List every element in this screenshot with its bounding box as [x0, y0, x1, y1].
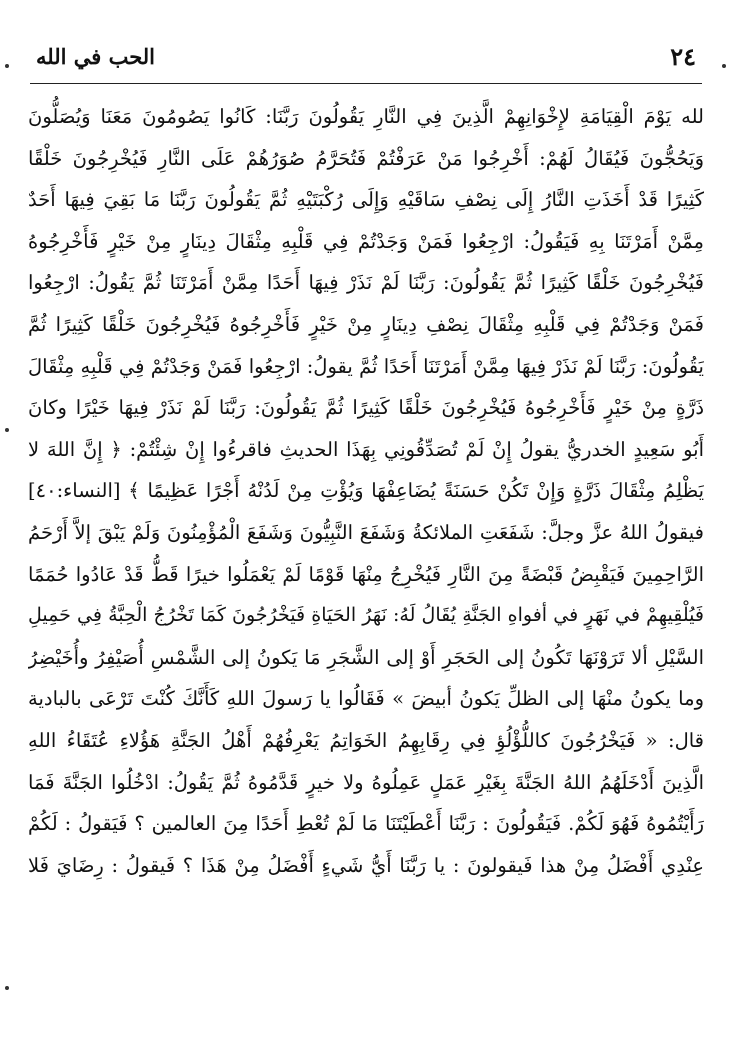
margin-mark [5, 64, 9, 68]
page-header [30, 40, 702, 80]
text-line: قال: « فَيَخْرُجُونَ كاللُّؤْلُؤِ فِي رِقَابِهِمُ الخَوَاتِمُ يَعْرِفُهُمْ أَهْلُ الجَنَّةِ هَؤُلاءِ عُتَقَاءُ اللهِ [28, 728, 704, 752]
text-line: أَبُو سَعِيدٍ الخدريُّ يقولُ إِنْ لَمْ تُصَدِّقُونِي بِهَذَا الحديثِ فاقرءُوا إِنْ شِئْتُمْ: ﴿ إِنَّ اللهَ لا [28, 437, 704, 461]
text-line: كَثِيرًا قَدْ أَخَذَتِ النَّارُ إِلَى نِصْفِ سَاقَيْهِ وَإِلَى رُكْبَتَيْهِ ثُمَّ يَقُولُونَ رَبَّنَا مَا بَقِيَ فِيهَا أَحَدٌ [28, 188, 704, 212]
text-line: مِمَّنْ أَمَرْتَنَا بِهِ فَيَقُولُ: ارْجِعُوا فَمَنْ وَجَدْتُمْ فِي قَلْبِهِ مِثْقَالَ دِينَارٍ مِنْ خَيْرٍ فَأَخْرِجُوهُ [28, 229, 704, 253]
header-rule [30, 83, 702, 84]
text-line: الرَّاحِمِينَ فَيَقْبِضُ قَبْضَةً مِنَ النَّارِ فَيُخْرِجُ مِنْهَا قَوْمًا لَمْ يَعْمَلُوا خيرًا قَطُّ قَدْ عَادُوا حُمَمًا [28, 562, 704, 586]
text-line: وما يكونُ منْهَا إلى الظلِّ يَكونُ أبيضَ » فَقَالُوا يا رَسولَ اللهِ كَأَنَّكَ كُنْتَ تَرْعَى بالبادية [28, 687, 704, 711]
text-line: وَيَحُجُّونَ فَيُقَالُ لَهُمْ: أَخْرِجُوا مَنْ عَرَفْتُمْ فَتُحَرَّمُ صُوَرُهُمْ عَلَى النَّارِ فَيُخْرِجُونَ خَلْقًا [28, 146, 704, 170]
text-line: فيقولُ اللهُ عزَّ وجلَّ: شَفَعَتِ الملائكةُ وَشَفَعَ النَّبِيُّونَ وَشَفَعَ الْمُؤْمِنُونَ وَلَمْ يَبْقَ إلاَّ أَرْحَمُ [28, 520, 704, 544]
text-line: لله يَوْمَ الْقِيَامَةِ لإِخْوَانِهِمْ الَّذِينَ فِي النَّارِ يَقُولُونَ رَبَّنَا: كَانُوا يَصُومُونَ مَعَنَا وَيُصَلُّونَ [28, 105, 704, 128]
margin-mark [5, 428, 9, 432]
running-title: الحب في الله [36, 44, 156, 69]
page-number: ٢٤ [670, 42, 696, 71]
text-line: فَيُخْرِجُونَ خَلْقًا كَثِيرًا ثُمَّ يَقُولُونَ: رَبَّنَا لَمْ نَذَرْ فِيهَا أَحَدًا مِمَّنْ أَمَرْتَنَا ثُمَّ يَقُولُ: ارْجِعُوا [28, 271, 704, 295]
text-line: ذَرَّةٍ مِنْ خَيْرٍ فَأَخْرِجُوهُ فَيُخْرِجُونَ خَلْقًا كَثِيرًا ثُمَّ يَقُولُونَ: رَبَّنَا لَمْ نَذَرْ فِيهَا خَيْرًا وكانَ [28, 396, 704, 420]
text-line: الَّذِينَ أَدْخَلَهُمُ اللهُ الجَنَّةَ بِغَيْرِ عَمَلٍ عَمِلُوهُ ولا خيرٍ قَدَّمُوهُ ثُمَّ يَقُولُ: ادْخُلُوا الجَنَّةَ فَمَا [28, 770, 704, 794]
text-line: عِنْدِي أَفْضَلُ مِنْ هذا فَيقولونَ : يا رَبَّنَا أَيُّ شَيءٍ أَفْضَلُ مِنْ هَذَا ؟ فَيقولُ : رِضَايَ فَلا [28, 853, 704, 877]
text-line: رَأَيْتُمُوهُ فَهُوَ لَكُمْ. فَيَقُولُونَ : رَبَّنَا أَعْطَيْتَنَا مَا لَمْ تُعْطِ أَحَدًا مِنَ العالمين ؟ فَيَقولُ : لَكُمْ [28, 812, 704, 836]
text-line: فَيُلْقِيهِمْ في نَهَرٍ في أفواهِ الجَنَّةِ يُقَالُ لَهُ: نَهَرُ الحَيَاةِ فَيَخْرُجُونَ كَمَا تَخْرُجُ الْحِبَّةُ فِي حَمِيلِ [28, 604, 704, 627]
body-text [28, 96, 704, 886]
text-line: السَّيْلِ ألا تَرَوْنَهَا تَكُونُ إلى الحَجَرِ أَوْ إلى الشَّجَرِ مَا يَكونُ إلى الشَّمْسِ أُصَيْفِرُ وأُخَيْضِرُ [28, 645, 704, 669]
margin-mark [5, 986, 9, 990]
text-line: يَظْلِمُ مِثْقَالَ ذَرَّةٍ وَإِنْ تَكُنْ حَسَنَةً يُضَاعِفْهَا وَيُؤْتِ مِنْ لَدُنْهُ أَجْرًا عَظِيمًا ﴾ [النساء:٤٠] [28, 479, 704, 503]
text-line: فَمَنْ وَجَدْتُمْ فِي قَلْبِهِ مِثْقَالَ نِصْفِ دِينَارٍ مِنْ خَيْرٍ فَأَخْرِجُوهُ فَيُخْرِجُونَ خَلْقًا كَثِيرًا ثُمَّ [28, 312, 704, 336]
text-line: يَقُولُونَ: رَبَّنَا لَمْ نَذَرْ فِيهَا مِمَّنْ أَمَرْتَنَا أَحَدًا ثُمَّ يقولُ: ارْجِعُوا فَمَنْ وَجَدْتُمْ فِي قَلْبِهِ مِثْقَالَ [28, 354, 704, 378]
margin-mark [722, 64, 726, 68]
